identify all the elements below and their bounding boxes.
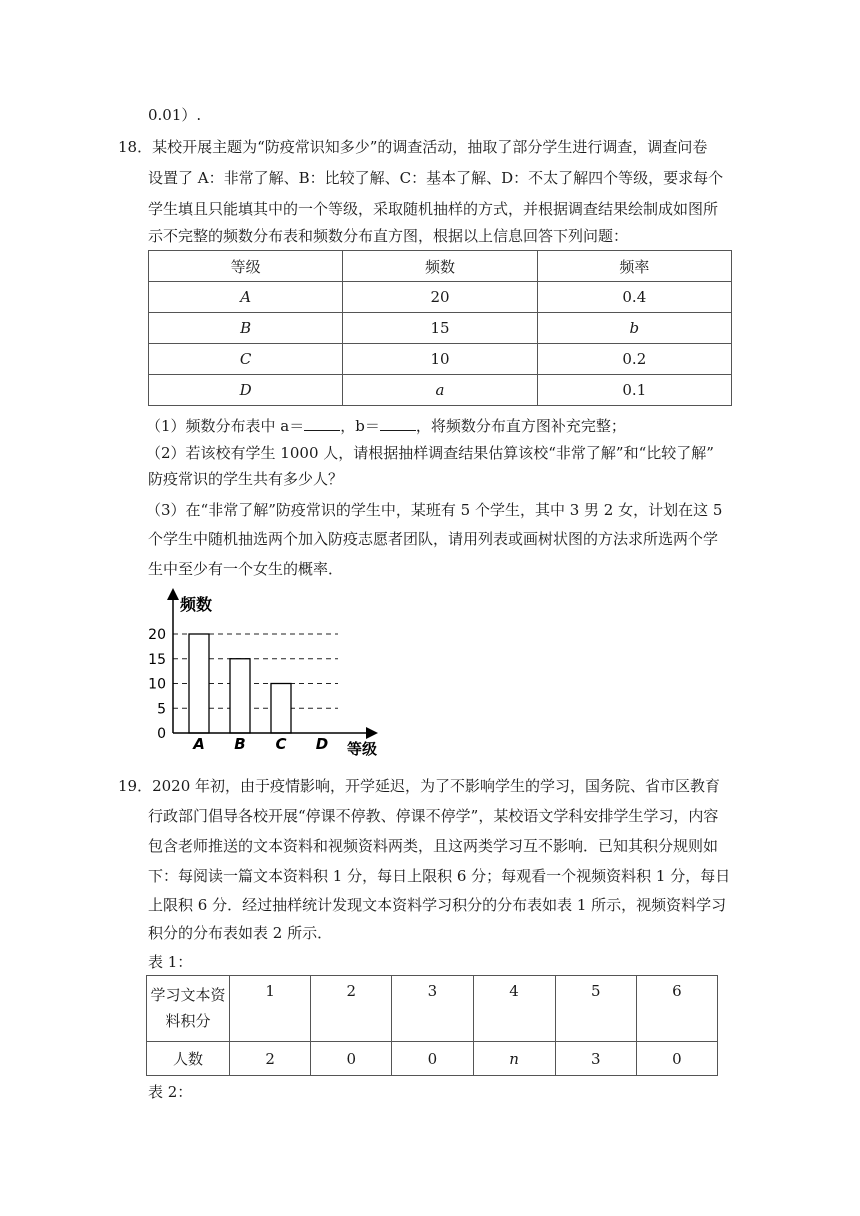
question-18-line: 18．某校开展主题为“防疫常识知多少”的调查活动，抽取了部分学生进行调查，调查问卷 <box>118 138 708 156</box>
y-tick-label: 15 <box>148 651 166 668</box>
table-cell: 0 <box>392 1042 473 1076</box>
y-tick-label: 10 <box>148 676 166 693</box>
table-row <box>149 344 732 375</box>
table-row <box>149 313 732 344</box>
table-cell: 5 <box>555 976 636 1042</box>
table-cell: b <box>537 313 731 344</box>
table-cell: 0.1 <box>537 375 731 406</box>
question-19-line: 包含老师推送的文本资料和视频资料两类，且这两类学习互不影响．已知其积分规则如 <box>148 837 719 855</box>
part-2-line: （2）若该校有学生 1000 人，请根据抽样调查结果估算该校“非常了解”和“比较了解” <box>146 444 714 462</box>
question-18-line: 学生填且只能填其中的一个等级，采取随机抽样的方式，并根据调查结果绘制成如图所 <box>148 200 719 218</box>
histogram-bar <box>189 634 209 733</box>
table-row <box>147 976 718 1042</box>
table-cell: a <box>343 375 537 406</box>
table-cell: 3 <box>392 976 473 1042</box>
table-cell: C <box>149 344 343 375</box>
score-table-1 <box>146 975 718 1076</box>
y-tick-label: 0 <box>157 726 166 742</box>
table-header-cell: 人数 <box>147 1042 230 1076</box>
table-cell: n <box>473 1042 555 1076</box>
x-tick-label: B <box>234 735 246 753</box>
table-header-cell: 学习文本资 料积分 <box>147 976 230 1042</box>
previous-question-tail: 0.01）. <box>148 106 202 124</box>
x-tick-label: A <box>193 735 205 753</box>
question-number: 19． <box>118 777 153 795</box>
question-19-line: 19．2020 年初，由于疫情影响，开学延迟，为了不影响学生的学习，国务院、省市区教育 <box>118 777 721 795</box>
frequency-table <box>148 250 732 406</box>
x-tick-label: C <box>275 735 287 753</box>
table-cell: 10 <box>343 344 537 375</box>
x-tick-label: D <box>315 735 329 753</box>
question-number: 18． <box>118 138 153 156</box>
table-row <box>147 1042 718 1076</box>
table-cell: 3 <box>555 1042 636 1076</box>
y-tick-label: 20 <box>148 627 166 643</box>
table-cell: 0 <box>636 1042 717 1076</box>
table-2-caption: 表 2： <box>148 1083 193 1101</box>
part-3-line: 个学生中随机抽选两个加入防疫志愿者团队，请用列表或画树状图的方法求所选两个学 <box>148 530 719 548</box>
question-19-line: 上限积 6 分．经过抽样统计发现文本资料学习积分的分布表如表 1 所示，视频资料学习 <box>148 896 727 914</box>
table-header-cell: 频率 <box>537 251 731 282</box>
table-header-cell: 等级 <box>149 251 343 282</box>
y-tick-label: 5 <box>157 701 166 718</box>
question-18-line: 设置了 A：非常了解、B：比较了解、C：基本了解、D：不太了解四个等级，要求每个 <box>148 169 724 187</box>
y-axis-label: 频数 <box>180 595 213 614</box>
question-19-line: 下：每阅读一篇文本资料积 1 分，每日上限积 6 分；每观看一个视频资料积 1 分，每日 <box>148 867 731 885</box>
table-1-caption: 表 1： <box>148 953 193 971</box>
part-3-line: （3）在“非常了解”防疫常识的学生中，某班有 5 个学生，其中 3 男 2 女，计划在这 5 <box>146 501 723 519</box>
table-row <box>149 375 732 406</box>
table-header-cell: 频数 <box>343 251 537 282</box>
answer-blank-b <box>380 416 416 431</box>
part-2-line: 防疫常识的学生共有多少人？ <box>148 470 344 488</box>
table-cell: 15 <box>343 313 537 344</box>
table-cell: 0.4 <box>537 282 731 313</box>
part-1: （1）频数分布表中 a＝ ，b＝ ，将频数分布直方图补充完整； <box>146 417 626 435</box>
table-cell: B <box>149 313 343 344</box>
question-19-line: 行政部门倡导各校开展“停课不停教、停课不停学”，某校语文学科安排学生学习，内容 <box>148 807 719 825</box>
question-19-line: 积分的分布表如表 2 所示． <box>148 924 333 942</box>
table-cell: D <box>149 375 343 406</box>
part-3-line: 生中至少有一个女生的概率． <box>148 560 344 578</box>
table-cell: 1 <box>230 976 311 1042</box>
table-cell: 4 <box>473 976 555 1042</box>
histogram-bar <box>230 659 250 733</box>
table-cell: 0 <box>311 1042 392 1076</box>
frequency-histogram <box>140 588 390 760</box>
question-18-line: 示不完整的频数分布表和频数分布直方图，根据以上信息回答下列问题： <box>148 227 629 245</box>
histogram-bar <box>271 684 291 734</box>
table-cell: 2 <box>230 1042 311 1076</box>
table-row <box>149 282 732 313</box>
table-cell: 20 <box>343 282 537 313</box>
table-cell: A <box>149 282 343 313</box>
table-header-row <box>149 251 732 282</box>
table-cell: 0.2 <box>537 344 731 375</box>
x-axis-label: 等级 <box>347 740 378 758</box>
table-cell: 6 <box>636 976 717 1042</box>
table-cell: 2 <box>311 976 392 1042</box>
answer-blank-a <box>304 416 340 431</box>
